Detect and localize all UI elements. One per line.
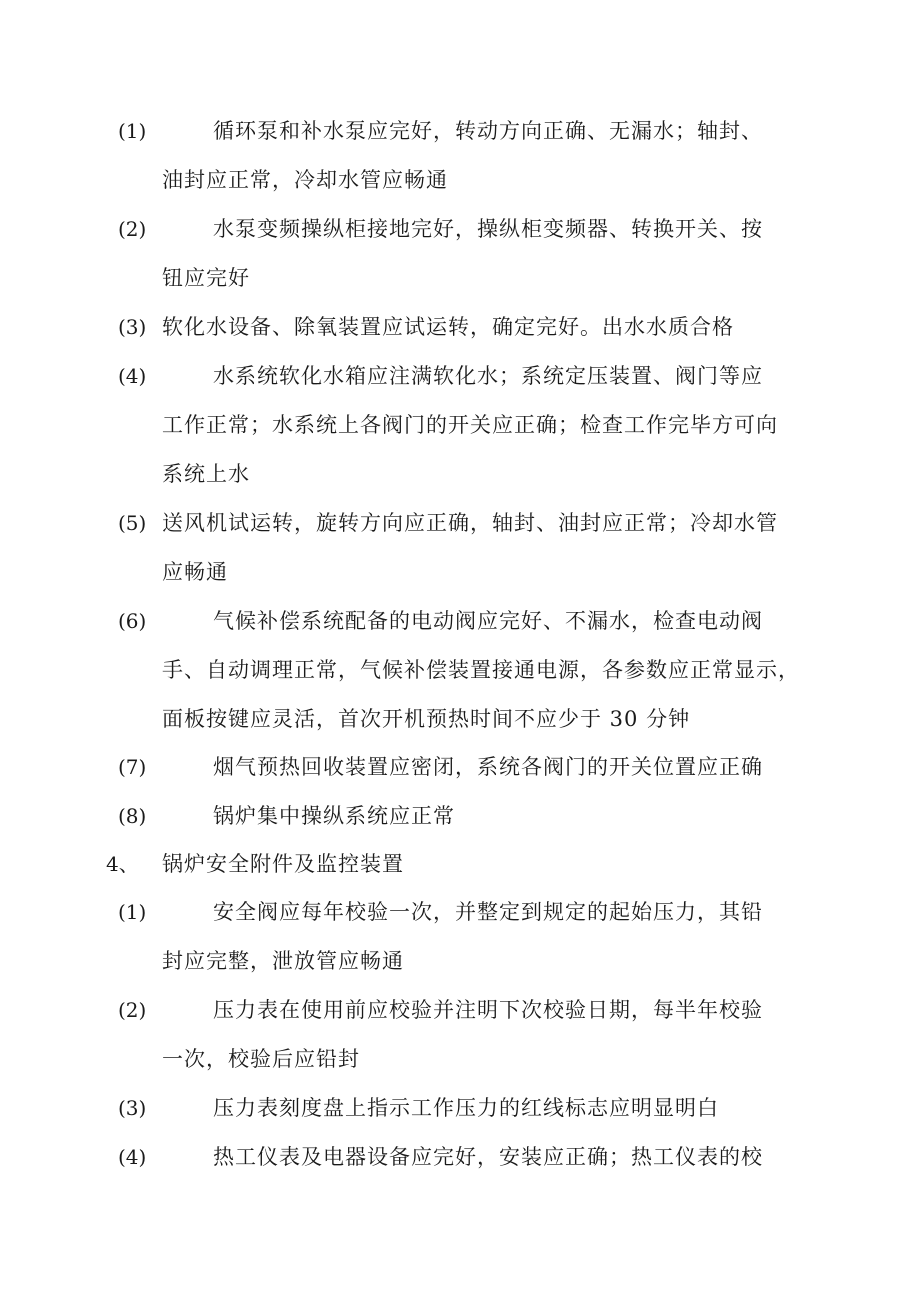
item-number: (4) [118,1145,147,1169]
item-text-line: 压力表在使用前应校验并注明下次校验日期，每半年校验 [213,998,763,1022]
item-number: (2) [118,217,147,241]
item-number: (8) [118,804,147,828]
item-number: (7) [118,755,147,779]
item-text-line: 封应完整，泄放管应畅通 [162,949,404,973]
item-text-line: 热工仪表及电器设备应完好，安装应正确；热工仪表的校 [213,1145,763,1169]
item-number: (4) [118,364,147,388]
item-text-line: 工作正常；水系统上各阀门的开关应正确；检查工作完毕方可向 [162,413,778,437]
item-text-line: 油封应正常，冷却水管应畅通 [162,168,448,192]
item-number: (3) [118,1096,147,1120]
item-text-line: 水系统软化水箱应注满软化水；系统定压装置、阀门等应 [213,364,763,388]
item-text-line: 安全阀应每年校验一次，并整定到规定的起始压力，其铅 [213,900,763,924]
item-text-line: 锅炉集中操纵系统应正常 [213,804,455,828]
item-text-line: 系统上水 [162,462,250,486]
item-text-line: 烟气预热回收装置应密闭，系统各阀门的开关位置应正确 [213,755,763,779]
item-number: (3) [118,315,147,339]
item-text-line: 压力表刻度盘上指示工作压力的红线标志应明显明白 [213,1096,719,1120]
item-text-line: 软化水设备、除氧装置应试运转，确定完好。出水水质合格 [162,315,734,339]
item-number: (1) [118,119,147,143]
item-text-line: 一次，校验后应铅封 [162,1047,360,1071]
item-text-line: 水泵变频操纵柜接地完好，操纵柜变频器、转换开关、按 [213,217,763,241]
item-number: (1) [118,900,147,924]
item-text-line: 循环泵和补水泵应完好，转动方向正确、无漏水；轴封、 [213,119,763,143]
item-number: (6) [118,609,147,633]
item-text-line: 送风机试运转，旋转方向应正确，轴封、油封应正常；冷却水管 [162,511,778,535]
item-text-line: 手、自动调理正常，气候补偿装置接通电源，各参数应正常显示， [162,658,800,682]
item-text-line: 钮应完好 [162,266,250,290]
item-number: (2) [118,998,147,1022]
item-number: (5) [118,511,147,535]
item-text-line: 面板按键应灵活，首次开机预热时间不应少于 30 分钟 [162,707,691,731]
item-text-line: 应畅通 [162,560,228,584]
section-number: 4、 [106,852,139,876]
section-heading: 锅炉安全附件及监控装置 [162,852,404,876]
item-text-line: 气候补偿系统配备的电动阀应完好、不漏水，检查电动阀 [213,609,763,633]
